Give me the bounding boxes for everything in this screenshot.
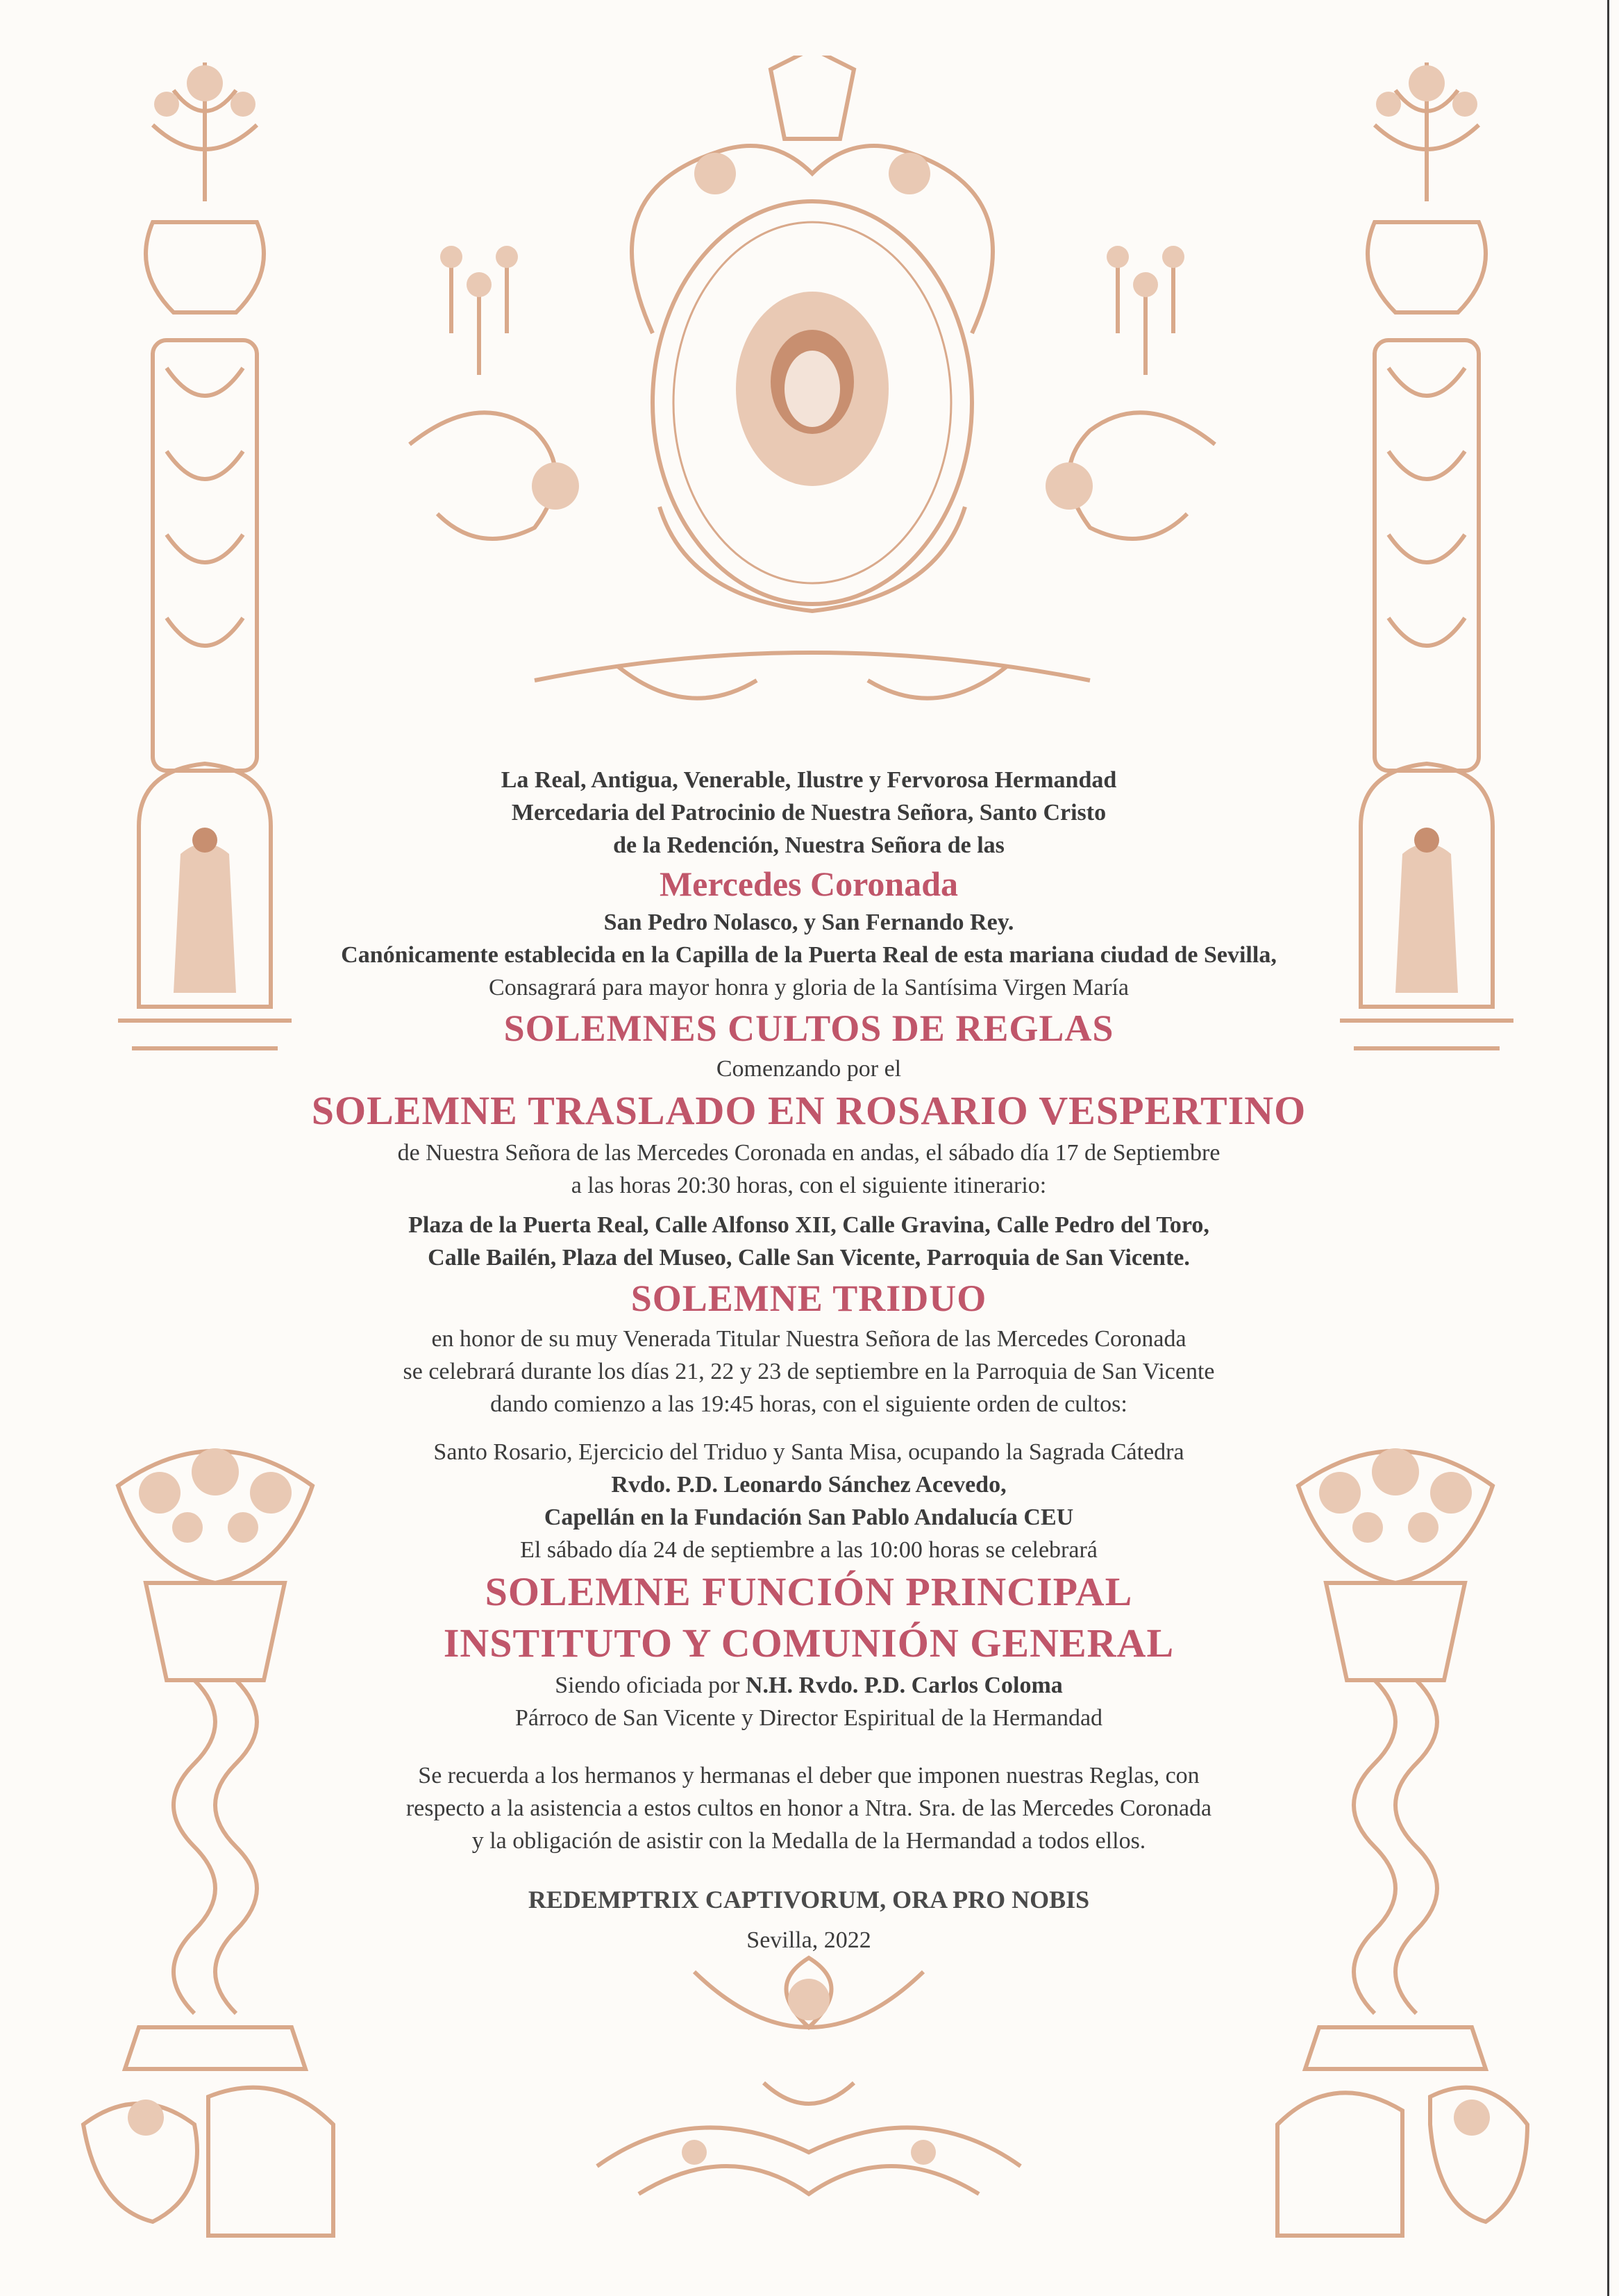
- funcion-title-1: SOLEMNE FUNCIÓN PRINCIPAL: [485, 1569, 1133, 1614]
- cultos-intro: Comenzando por el: [716, 1056, 902, 1082]
- place-date: Sevilla, 2022: [746, 1927, 871, 1953]
- closing-motto: REDEMPTRIX CAPTIVORUM, ORA PRO NOBIS: [528, 1886, 1090, 1913]
- reminder-line-3: y la obligación de asistir con la Medalla de la Hermandad a todos ellos.: [471, 1828, 1146, 1854]
- left-column-ornament: [90, 62, 319, 1069]
- top-medallion-ornament: [326, 56, 1298, 750]
- officiant-name: N.H. Rvdo. P.D. Carlos Coloma: [745, 1673, 1063, 1698]
- heading-after-1: San Pedro Nolasco, y San Fernando Rey.: [603, 910, 1014, 935]
- itinerary-line-1: Plaza de la Puerta Real, Calle Alfonso XII, Calle Gravina, Calle Pedro del Toro,: [408, 1212, 1209, 1238]
- triduo-preacher-role: Capellán en la Fundación San Pablo Andalucía CEU: [544, 1505, 1074, 1530]
- triduo-title: SOLEMNE TRIDUO: [630, 1277, 987, 1319]
- reminder-line-2: respecto a la asistencia a estos cultos en honor a Ntra. Sra. de las Mercedes Coronada: [405, 1795, 1212, 1821]
- consagrara-line: Consagrará para mayor honra y gloria de la Santísima Virgen María: [489, 975, 1129, 1000]
- traslado-desc-2: a las horas 20:30 horas, con el siguiente itinerario:: [571, 1173, 1047, 1198]
- poster-text: [305, 764, 1312, 1956]
- triduo-desc-1: en honor de su muy Venerada Titular Nuestra Señora de las Mercedes Coronada: [431, 1326, 1186, 1352]
- reminder-line-1: Se recuerda a los hermanos y hermanas el deber que imponen nuestras Reglas, con: [418, 1763, 1200, 1788]
- traslado-title: SOLEMNE TRASLADO EN ROSARIO VESPERTINO: [311, 1088, 1307, 1133]
- itinerary-line-2: Calle Bailén, Plaza del Museo, Calle San Vicente, Parroquia de San Vicente.: [428, 1245, 1190, 1271]
- right-column-ornament: [1312, 62, 1541, 1069]
- heading-line-1: La Real, Antigua, Venerable, Ilustre y Fervorosa Hermandad: [501, 767, 1117, 793]
- triduo-preacher: Rvdo. P.D. Leonardo Sánchez Acevedo,: [611, 1472, 1007, 1498]
- heading-line-2: Mercedaria del Patrocinio de Nuestra Señora, Santo Cristo: [511, 800, 1107, 826]
- funcion-title-2: INSTITUTO Y COMUNIÓN GENERAL: [443, 1620, 1175, 1666]
- bottom-cartouche-ornament: [555, 1944, 1062, 2222]
- mercedes-coronada-title: Mercedes Coronada: [659, 864, 959, 903]
- scan-edge-line: [1607, 0, 1609, 2296]
- officiant-role: Párroco de San Vicente y Director Espiritual de la Hermandad: [514, 1705, 1103, 1731]
- triduo-desc-2: se celebrará durante los días 21, 22 y 23 de septiembre en la Parroquia de San Vicente: [403, 1359, 1215, 1384]
- heading-line-3: de la Redención, Nuestra Señora de las: [613, 832, 1005, 858]
- triduo-order: Santo Rosario, Ejercicio del Triduo y Santa Misa, ocupando la Sagrada Cátedra: [433, 1439, 1184, 1465]
- traslado-desc-1: de Nuestra Señora de las Mercedes Coronada en andas, el sábado día 17 de Septiembre: [397, 1140, 1220, 1166]
- triduo-desc-3: dando comienzo a las 19:45 horas, con el siguiente orden de cultos:: [490, 1391, 1127, 1417]
- funcion-intro: El sábado día 24 de septiembre a las 10:00 horas se celebrará: [520, 1537, 1098, 1563]
- officiant-line: [305, 1669, 1312, 1702]
- cultos-title: SOLEMNES CULTOS DE REGLAS: [503, 1007, 1114, 1049]
- heading-after-2: Canónicamente establecida en la Capilla de la Puerta Real de esta mariana ciudad de Sevilla,: [341, 942, 1277, 968]
- officiant-prefix: Siendo oficiada por: [555, 1673, 740, 1698]
